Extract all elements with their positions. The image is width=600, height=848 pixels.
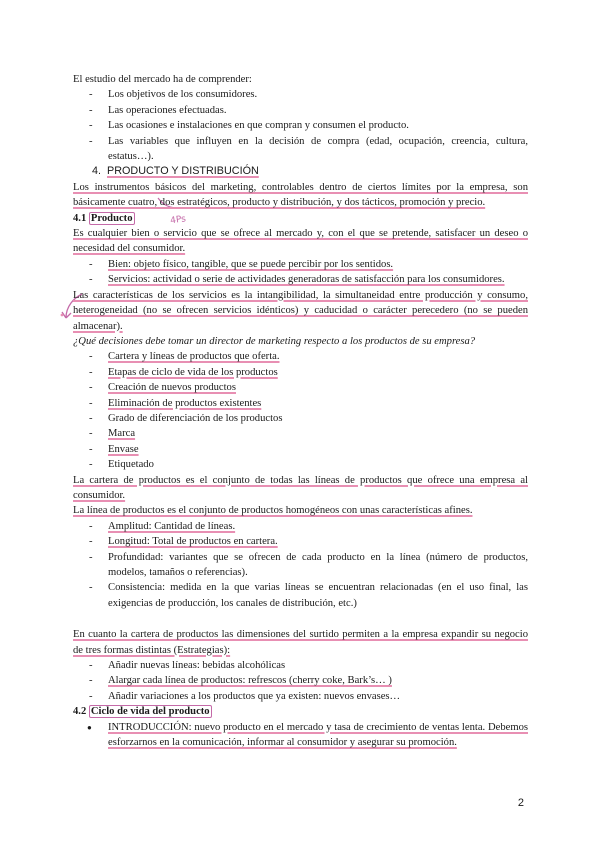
instruments-paragraph: Los instrumentos básicos del marketing, controlables dentro de ciertos límites por la empresa, son básicamente cuatro, dos estratégicos, producto y distribución, y dos tácticos, promoción y precio. [73,181,528,209]
subsection-number: 4.1 [73,212,87,224]
list-item: - Añadir nuevas líneas: bebidas alcohólicas [73,658,528,673]
page-number: 2 [517,797,524,809]
market-list [73,87,528,164]
subsection-title: Ciclo de vida del producto [90,706,210,718]
list-item: - Servicios: actividad o serie de actividades generadoras de satisfacción para los consumidores. [73,272,528,287]
services-paragraph: Las características de los servicios es la intangibilidad, la simultaneidad entre producción y consumo, heterogeneidad (no se ofrecen servicios idénticos) y caducidad o carácter perecedero (no se pueden almacenar). [73,289,528,332]
list-item: - Bien: objeto físico, tangible, que se puede percibir por los sentidos. [73,257,528,272]
strategies-paragraph: En cuanto la cartera de productos las dimensiones del surtido permiten a la empresa expandir su negocio de tres formas distintas (Estrategias): [73,629,528,656]
section-number: 4. [92,165,102,178]
list-item: - Etapas de ciclo de vida de los productos [73,365,528,380]
list-item: - Amplitud: Cantidad de líneas. [73,519,528,534]
list-item: - Los objetivos de los consumidores. [73,87,528,102]
product-types-list [73,257,528,288]
list-item: - Grado de diferenciación de los productos [73,411,528,426]
list-item: ● INTRODUCCIÓN: nuevo producto en el mercado y tasa de crecimiento de ventas lenta. Debemos esforzarnos en la comunicación, informar al consumidor y asegurar su promoción. [73,720,528,751]
list-item: - Añadir variaciones a los productos que ya existen: nuevos envases… [73,689,528,704]
subsection-heading [73,211,528,226]
subsection-number: 4.2 [73,706,87,718]
strategies-list [73,658,528,704]
decisions-question: ¿Qué decisiones debe tomar un director de marketing respecto a los productos de su empresa? [73,335,476,347]
linea-paragraph: La línea de productos es el conjunto de productos homogéneos con unas características afines. [73,505,473,517]
intro-text: El estudio del mercado ha de comprender: [73,74,252,85]
subsection-title: Producto [90,212,133,224]
list-item: - Creación de nuevos productos [73,380,528,395]
section-heading [73,164,528,179]
list-item: - Las ocasiones e instalaciones en que compran y consumen el producto. [73,118,528,133]
list-item: - Profundidad: variantes que se ofrecen de cada producto en la línea (número de productos, modelos, tamaños o referencias). [73,550,528,581]
list-item: - Marca [73,426,528,441]
dimensions-list [73,519,528,611]
list-item: - Etiquetado [73,457,528,472]
list-item: - Eliminación de productos existentes [73,396,528,411]
margin-note-text: 4Ps [169,214,187,227]
list-item: - Envase [73,442,528,457]
list-item: - Longitud: Total de productos en cartera. [73,534,528,549]
cartera-paragraph: La cartera de productos es el conjunto de todas las líneas de productos que ofrece una empresa al consumidor. [73,474,528,501]
content [73,72,528,750]
section-title: PRODUCTO Y DISTRIBUCIÓN [107,165,259,178]
subsection-heading [73,704,528,719]
spacer [73,611,528,627]
list-item: - Consistencia: medida en la que varias líneas se encuentran relacionadas (en el uso final, las exigencias de producción, los canales de distribución, etc.) [73,580,528,611]
list-item: - Las variables que influyen en la decisión de compra (edad, ocupación, creencia, cultura, estatus…). [73,134,528,165]
list-item: - Las operaciones efectuadas. [73,103,528,118]
list-item: - Cartera y líneas de productos que oferta. [73,349,528,364]
decisions-list [73,349,528,472]
list-item: - Alargar cada línea de productos: refrescos (cherry coke, Bark’s… ) [73,673,528,688]
phases-list [73,720,528,751]
product-definition: Es cualquier bien o servicio que se ofrece al mercado y, con el que se pretende, satisfacer un deseo o necesidad del consumidor. [73,228,528,255]
